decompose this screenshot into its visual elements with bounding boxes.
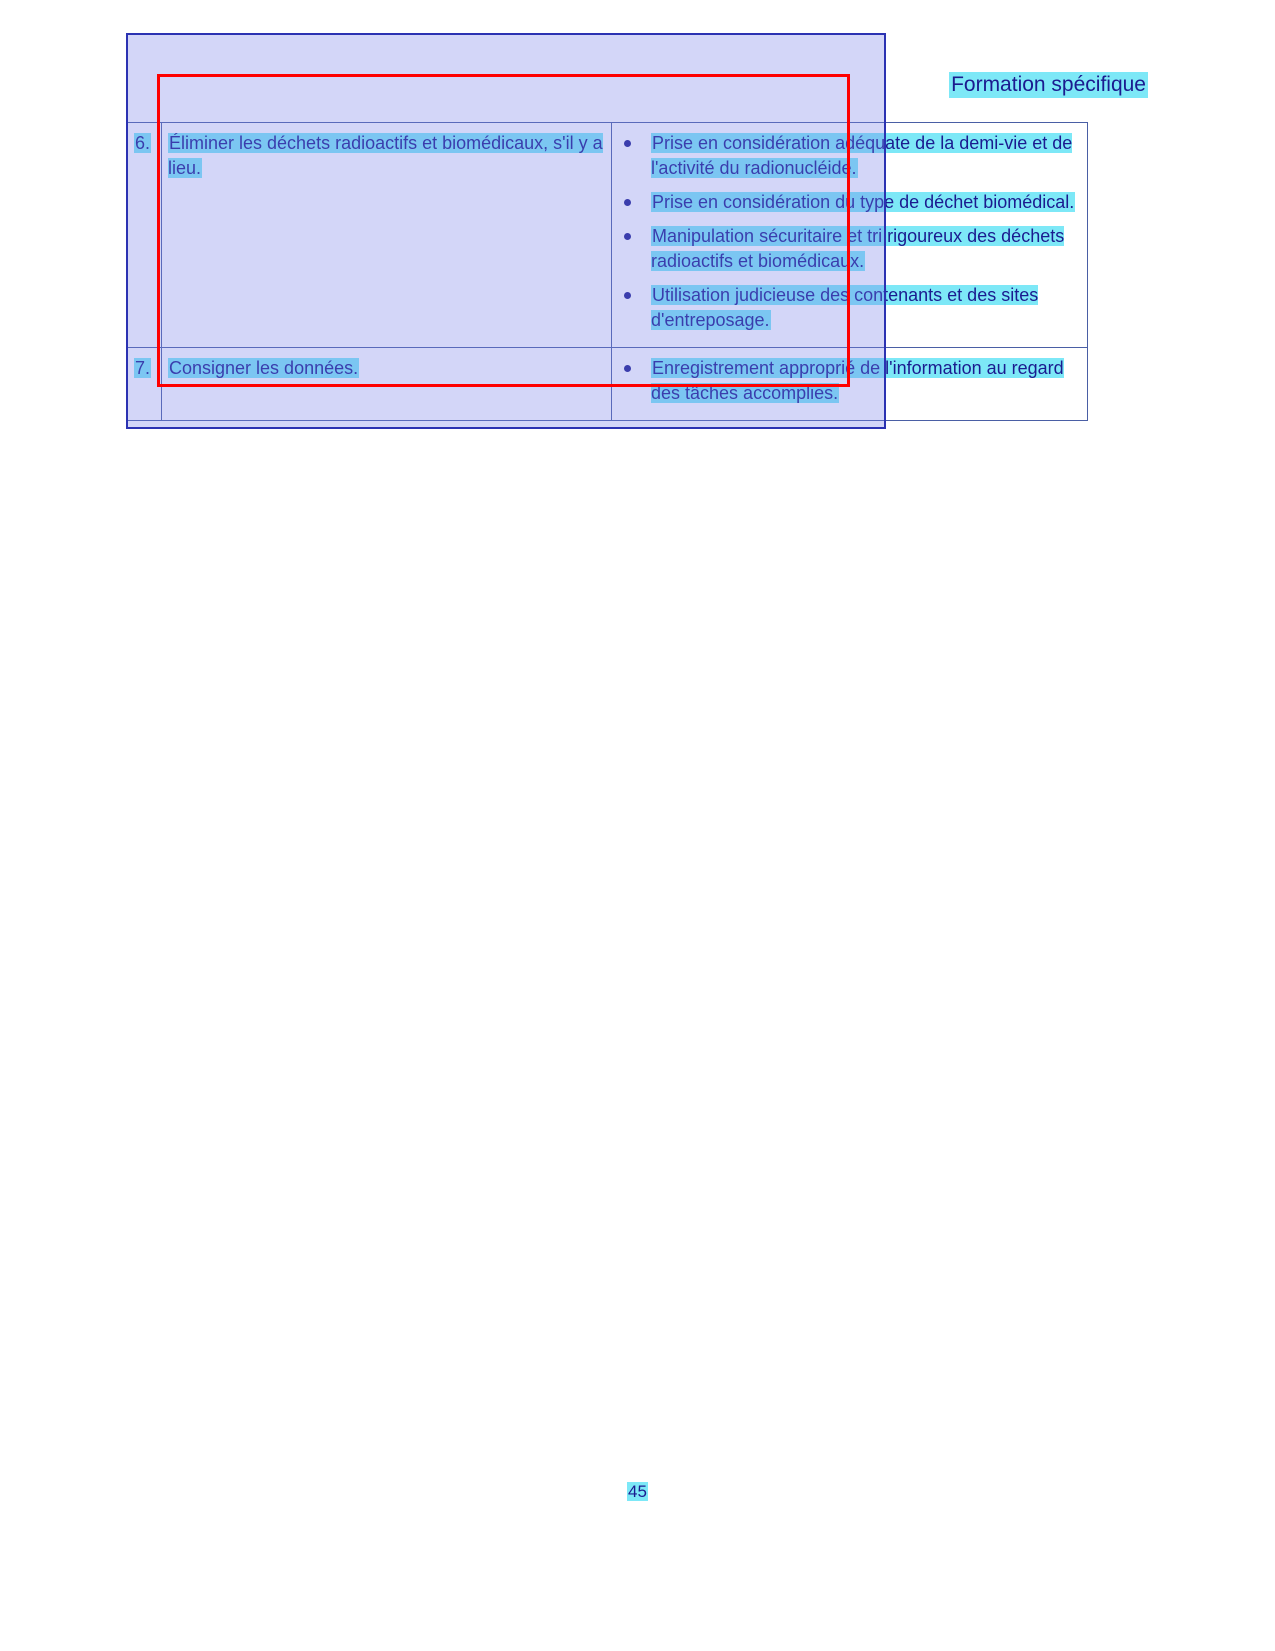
criteria-list [618, 356, 1081, 406]
list-item: Manipulation sécuritaire et tri rigoureux des déchets radioactifs et biomédicaux. [618, 224, 1081, 274]
table-row [128, 123, 1088, 348]
row-number-cell: 6. [128, 123, 162, 348]
bullet-icon [624, 292, 631, 299]
row-task-cell: Éliminer les déchets radioactifs et biomédicaux, s'il y a lieu. [162, 123, 612, 348]
list-item: Enregistrement approprié de l'information au regard des tâches accomplies. [618, 356, 1081, 406]
bullet-icon [624, 365, 631, 372]
table-row [128, 348, 1088, 421]
bullet-icon [624, 140, 631, 147]
row-criteria-cell [612, 348, 1088, 421]
criteria-list [618, 131, 1081, 333]
bullet-icon [624, 199, 631, 206]
bullet-icon [624, 233, 631, 240]
page-header-title: Formation spécifique [951, 73, 1146, 96]
list-item: Utilisation judicieuse des contenants et des sites d'entreposage. [618, 283, 1081, 333]
row-task-cell: Consigner les données. [162, 348, 612, 421]
list-item: Prise en considération du type de déchet biomédical. [618, 190, 1081, 215]
row-criteria-cell [612, 123, 1088, 348]
competency-table [127, 122, 1088, 421]
row-number-cell: 7. [128, 348, 162, 421]
list-item: Prise en considération adéquate de la demi-vie et de l'activité du radionucléide. [618, 131, 1081, 181]
page-number: 45 [628, 1482, 647, 1501]
